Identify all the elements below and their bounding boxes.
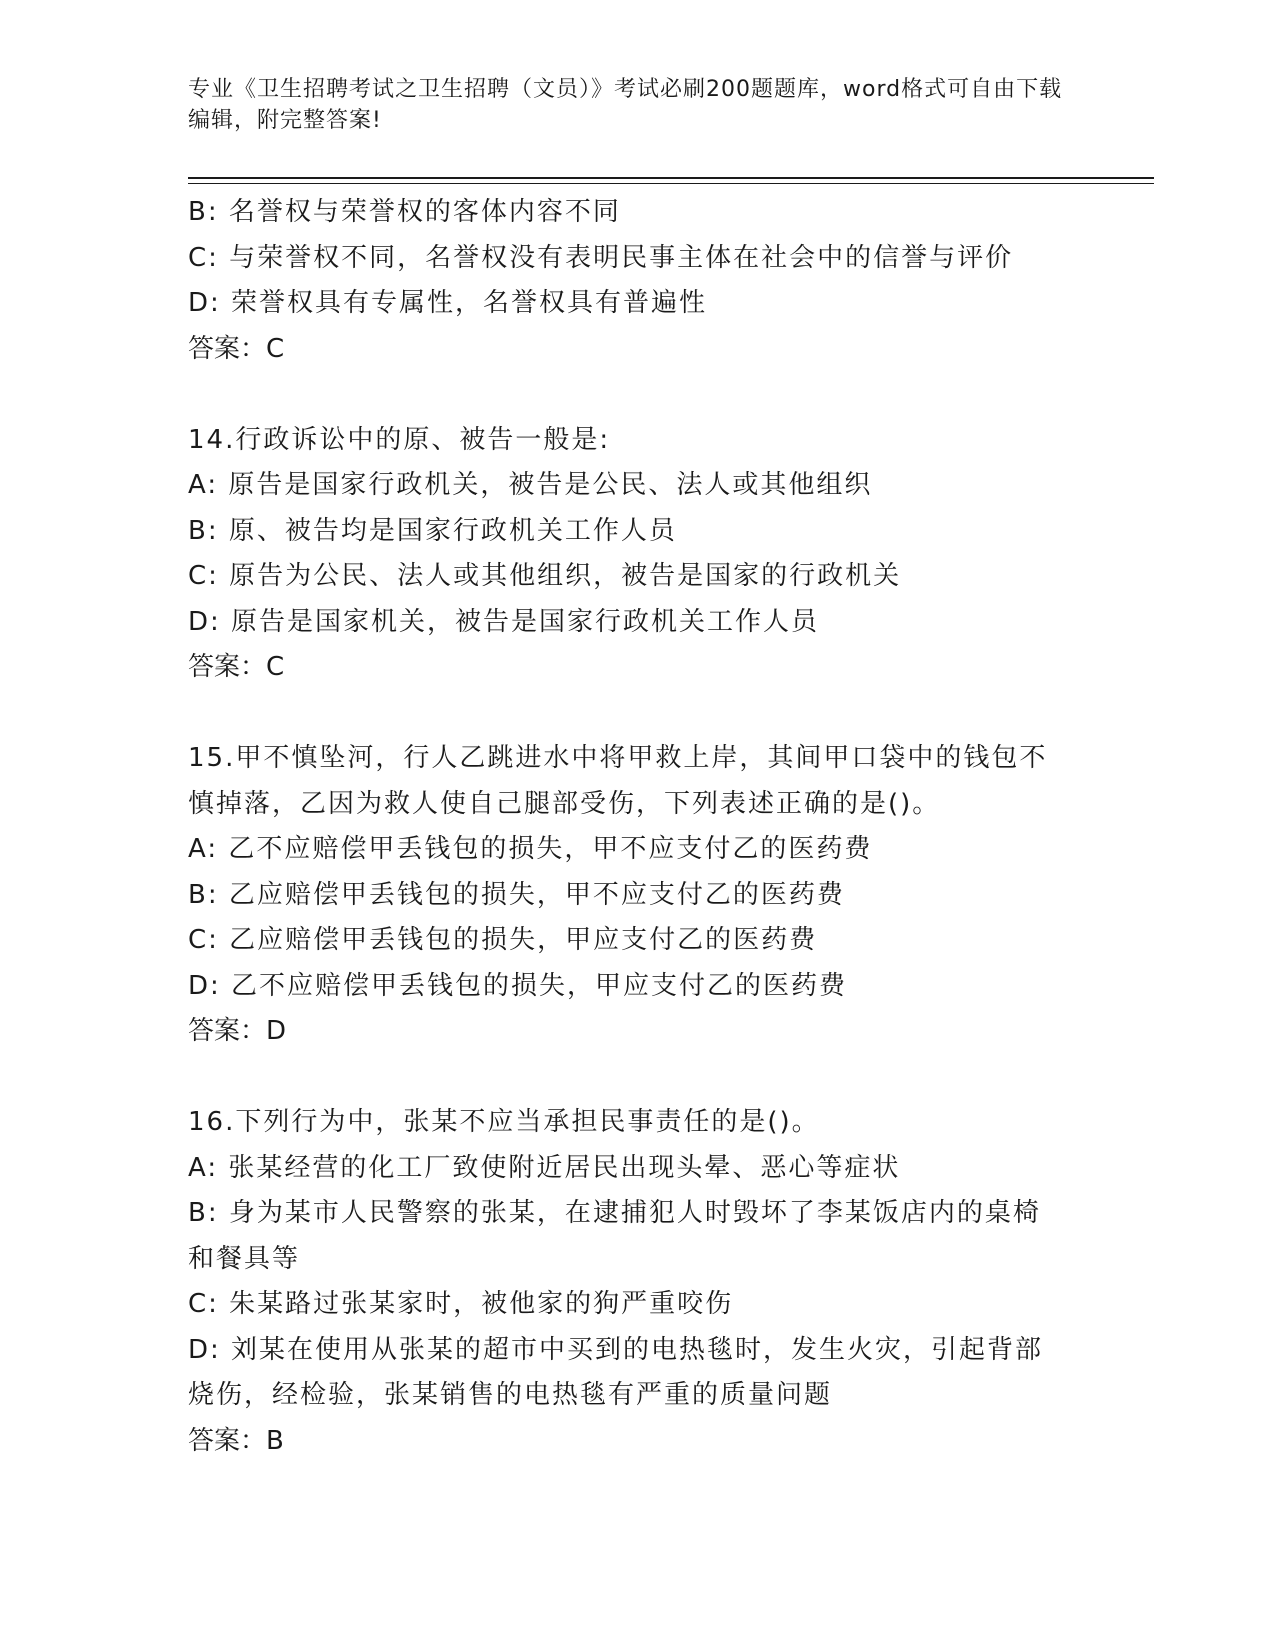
answer-line: 答案：D	[188, 1016, 287, 1046]
option-line: A: 乙不应赔偿甲丢钱包的损失，甲不应支付乙的医药费	[188, 834, 873, 864]
option-line: D: 乙不应赔偿甲丢钱包的损失，甲应支付乙的医药费	[188, 970, 848, 1001]
option-line: D: 刘某在使用从张某的超市中买到的电热毯时，发生火灾，引起背部	[188, 1334, 1044, 1365]
option-line: B: 原、被告均是国家行政机关工作人员	[188, 515, 677, 546]
question-16	[188, 1100, 1088, 1464]
option-line: C: 与荣誉权不同，名誉权没有表明民事主体在社会中的信誉与评价	[188, 242, 1014, 273]
option-line: B: 乙应赔偿甲丢钱包的损失，甲不应支付乙的医药费	[188, 879, 845, 910]
answer-line: 答案：B	[188, 1425, 284, 1456]
question-text: 慎掉落，乙因为救人使自己腿部受伤，下列表述正确的是()。	[188, 788, 941, 819]
question-text: 14.行政诉讼中的原、被告一般是:	[188, 424, 611, 455]
option-line: A: 张某经营的化工厂致使附近居民出现头晕、恶心等症状	[188, 1152, 901, 1183]
previous-question-fragment	[188, 190, 1088, 372]
question-content	[188, 190, 1088, 1464]
answer-line: 答案：C	[188, 333, 285, 364]
option-line: C: 朱某路过张某家时，被他家的狗严重咬伤	[188, 1289, 734, 1319]
option-line-continued: 烧伤，经检验，张某销售的电热毯有严重的质量问题	[188, 1380, 833, 1410]
spacer	[188, 691, 1088, 737]
document-header: 专业《卫生招聘考试之卫生招聘（文员）》考试必刷200题题库，word格式可自由下载编辑，附完整答案!	[188, 77, 1063, 133]
option-line: B: 身为某市人民警察的张某，在逮捕犯人时毁坏了李某饭店内的桌椅	[188, 1198, 1041, 1228]
question-14	[188, 418, 1088, 691]
option-line-continued: 和餐具等	[188, 1243, 301, 1274]
option-line: C: 乙应赔偿甲丢钱包的损失，甲应支付乙的医药费	[188, 925, 818, 955]
answer-line: 答案：C	[188, 652, 285, 682]
option-line: B: 名誉权与荣誉权的客体内容不同	[188, 197, 621, 227]
header-divider-thick	[188, 177, 1154, 179]
question-text: 16.下列行为中，张某不应当承担民事责任的是()。	[188, 1107, 820, 1137]
spacer	[188, 372, 1088, 418]
option-line: A: 原告是国家行政机关，被告是公民、法人或其他组织	[188, 470, 873, 500]
option-line: D: 荣誉权具有专属性，名誉权具有普遍性	[188, 288, 708, 318]
option-line: C: 原告为公民、法人或其他组织，被告是国家的行政机关	[188, 561, 902, 591]
question-15	[188, 736, 1088, 1055]
question-text: 15.甲不慎坠河，行人乙跳进水中将甲救上岸，其间甲口袋中的钱包不	[188, 743, 1048, 773]
spacer	[188, 1055, 1088, 1101]
header-divider-thin	[188, 183, 1154, 184]
option-line: D: 原告是国家机关，被告是国家行政机关工作人员	[188, 606, 820, 637]
